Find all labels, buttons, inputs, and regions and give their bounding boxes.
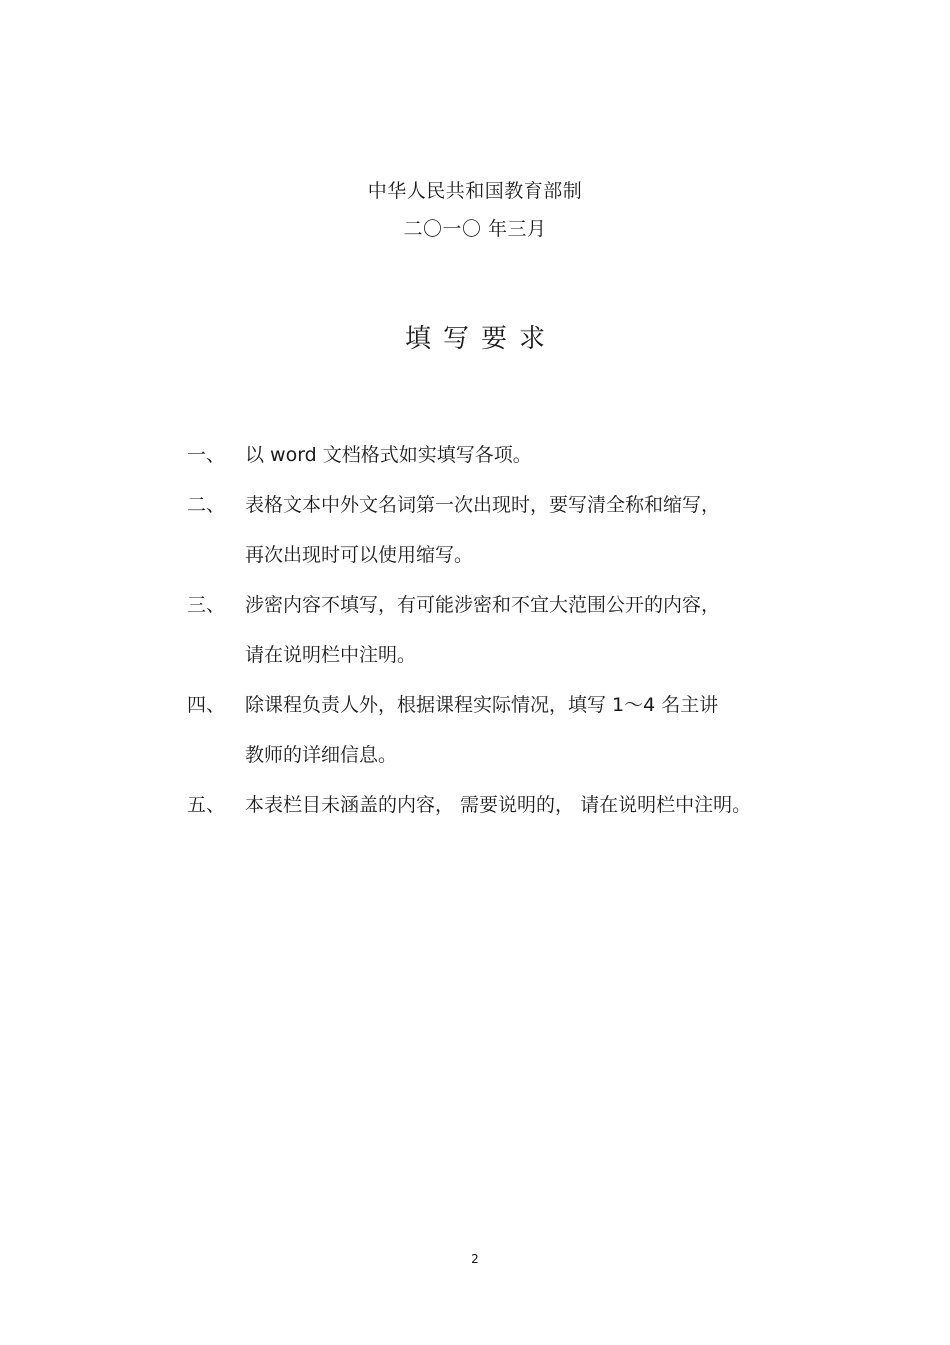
requirement-text: 除课程负责人外，根据课程实际情况，填写 1～4 名主讲 — [245, 694, 719, 716]
requirement-number: 三、 — [187, 594, 226, 616]
requirements-list — [187, 430, 827, 830]
requirement-text: 以 word 文档格式如实填写各项。 — [245, 444, 532, 466]
requirement-text-continued: 请在说明栏中注明。 — [245, 644, 417, 666]
requirement-number: 二、 — [187, 494, 226, 516]
requirement-item — [187, 480, 827, 580]
requirement-number: 四、 — [187, 694, 226, 716]
issue-date: 二〇一〇 年三月 — [403, 218, 547, 240]
requirement-text-continued: 再次出现时可以使用缩写。 — [245, 544, 474, 566]
requirement-number: 一、 — [187, 444, 226, 466]
requirement-text: 涉密内容不填写，有可能涉密和不宜大范围公开的内容， — [245, 594, 721, 616]
page-number: 2 — [471, 1252, 479, 1266]
requirement-item — [187, 580, 827, 680]
requirement-text-continued: 教师的详细信息。 — [245, 744, 398, 766]
requirement-item — [187, 430, 827, 480]
requirement-text: 本表栏目未涵盖的内容， 需要说明的， 请在说明栏中注明。 — [245, 794, 752, 816]
requirement-text: 表格文本中外文名词第一次出现时，要写清全称和缩写， — [245, 494, 721, 516]
issuer-organization: 中华人民共和国教育部制 — [367, 180, 583, 202]
section-title: 填写要求 — [404, 324, 557, 354]
requirement-number: 五、 — [187, 794, 226, 816]
requirement-item — [187, 680, 827, 780]
requirement-item — [187, 780, 827, 830]
